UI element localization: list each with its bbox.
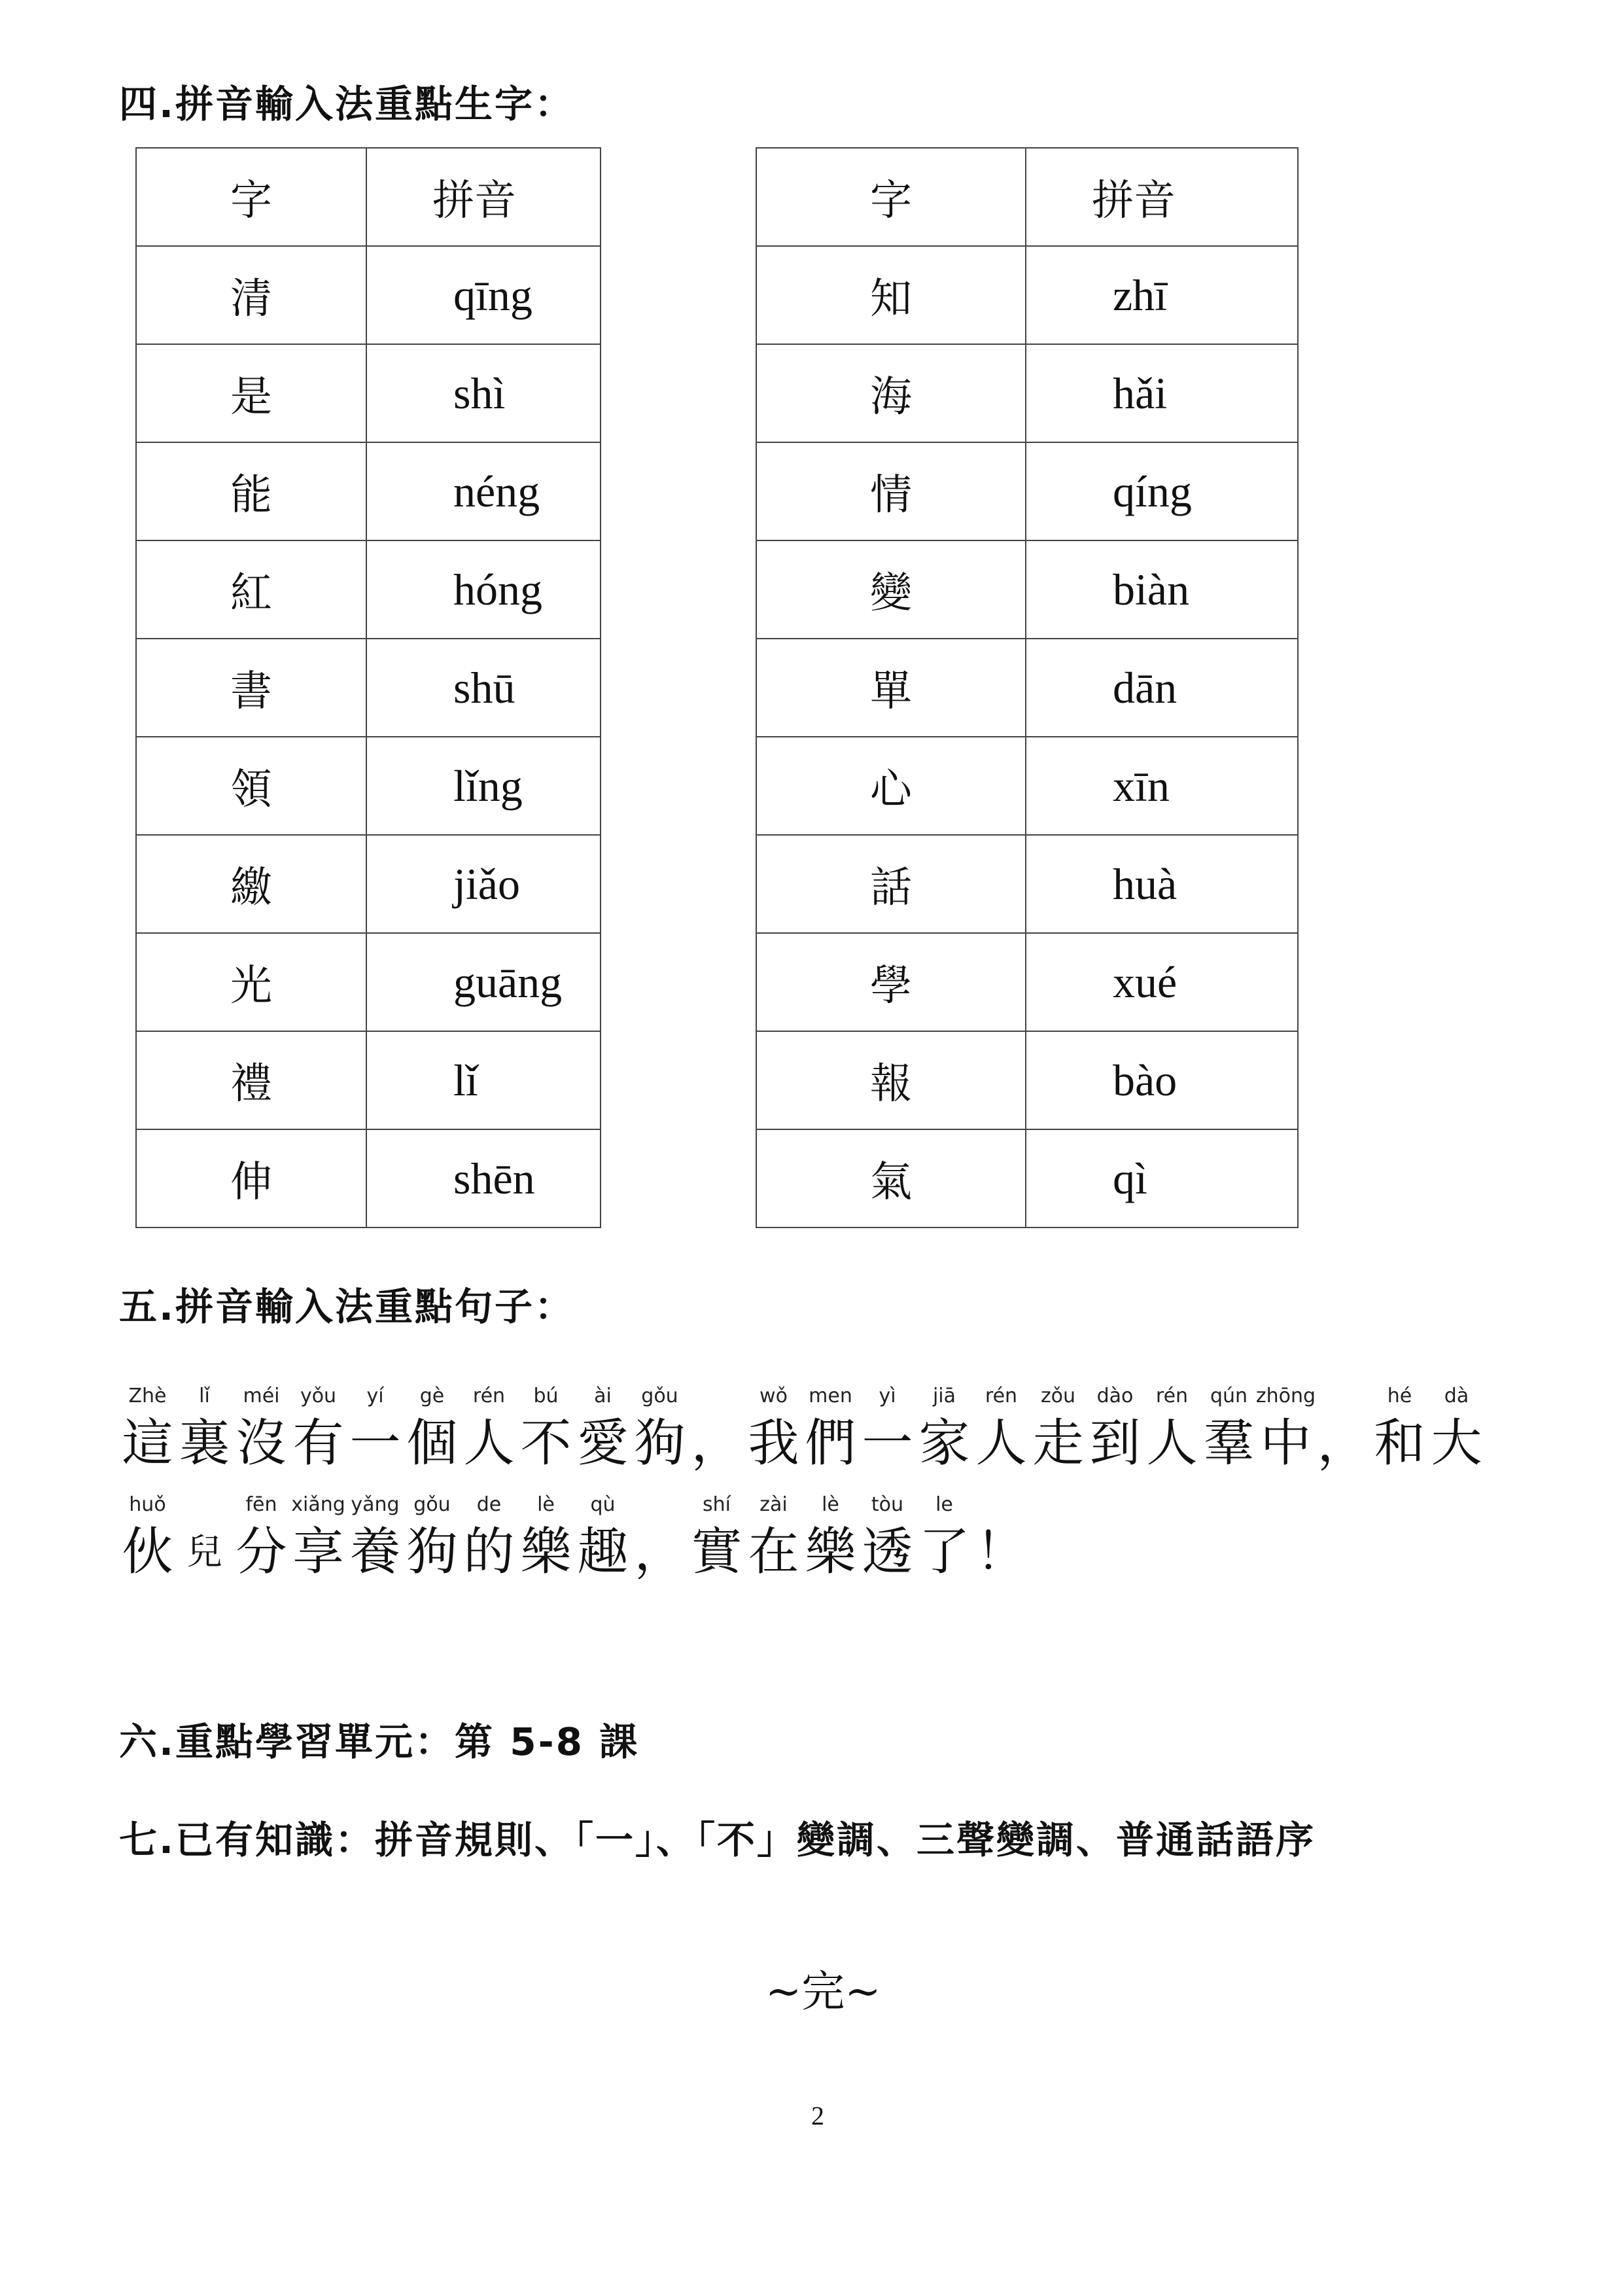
ruby-character: 大: [1431, 1414, 1482, 1473]
table-row: [756, 344, 1298, 442]
ruby-character: 人: [1146, 1414, 1198, 1473]
ruby-character: 羣: [1203, 1414, 1255, 1473]
ruby-character: 實: [691, 1523, 742, 1581]
ruby-pinyin: xiǎng: [291, 1493, 345, 1516]
pinyin-cell: lǐ: [366, 1031, 601, 1129]
ruby-token: [461, 1382, 517, 1476]
ruby-token: [1200, 1382, 1257, 1476]
ruby-character: 的: [463, 1523, 515, 1581]
char-cell: 領: [136, 737, 366, 835]
ruby-token: [290, 1382, 347, 1476]
ruby-character: 透: [862, 1523, 913, 1581]
ruby-pinyin: fēn: [245, 1493, 277, 1516]
char-cell: 清: [136, 246, 366, 344]
pinyin-cell: hóng: [366, 540, 601, 639]
ruby-character: ！: [975, 1523, 1027, 1581]
ruby-character: 我: [748, 1414, 799, 1473]
table-row: [756, 1129, 1298, 1227]
table-row: [136, 835, 601, 933]
ruby-token: [574, 1491, 631, 1585]
char-cell: 海: [756, 344, 1026, 442]
ruby-character: 到: [1089, 1414, 1141, 1473]
ruby-pinyin: qù: [590, 1493, 616, 1516]
ruby-token: [1087, 1382, 1143, 1476]
pinyin-cell: huà: [1026, 835, 1298, 933]
char-cell: 單: [756, 639, 1026, 737]
char-cell: 氣: [756, 1129, 1026, 1227]
ruby-pinyin: rén: [985, 1385, 1018, 1407]
ruby-pinyin: huǒ: [129, 1493, 166, 1516]
pinyin-cell: hǎi: [1026, 344, 1298, 442]
ruby-pinyin: qún: [1210, 1385, 1248, 1407]
char-cell: 光: [136, 933, 366, 1031]
ruby-character: 不: [520, 1414, 572, 1473]
pinyin-cell: qì: [1026, 1129, 1298, 1227]
table-row: [136, 344, 601, 442]
ruby-token: [1314, 1382, 1371, 1476]
table-row: [756, 737, 1298, 835]
ruby-character: 沒: [236, 1414, 287, 1473]
pinyin-cell: xīn: [1026, 737, 1298, 835]
ruby-character: 人: [463, 1414, 515, 1473]
ruby-token: [404, 1382, 461, 1476]
table-row: [136, 639, 601, 737]
end-mark: ~完~: [765, 1966, 881, 2017]
pinyin-cell: bào: [1026, 1031, 1298, 1129]
pinyin-cell: néng: [366, 442, 601, 540]
ruby-character: 狗: [406, 1523, 458, 1581]
ruby-pinyin: dà: [1444, 1385, 1469, 1407]
page-number: 2: [811, 2101, 824, 2130]
table-header-row: [136, 148, 601, 246]
table-row: [756, 933, 1298, 1031]
ruby-character: 兒: [186, 1531, 222, 1572]
char-cell: 心: [756, 737, 1026, 835]
ruby-character: 人: [975, 1414, 1027, 1473]
ruby-pinyin: rén: [1155, 1385, 1189, 1407]
char-cell: 繳: [136, 835, 366, 933]
pinyin-cell: qíng: [1026, 442, 1298, 540]
ruby-token: [802, 1382, 859, 1476]
pinyin-table-left: [135, 147, 601, 1228]
ruby-token: [119, 1491, 176, 1585]
ruby-token: [1030, 1382, 1087, 1476]
char-cell: 學: [756, 933, 1026, 1031]
sentence-line-1: [119, 1382, 1485, 1476]
ruby-token: [347, 1491, 404, 1585]
char-cell: 能: [136, 442, 366, 540]
ruby-token: [517, 1491, 574, 1585]
ruby-character: 和: [1374, 1414, 1425, 1473]
ruby-token: [745, 1382, 802, 1476]
ruby-token: [176, 1491, 233, 1585]
ruby-token: [1143, 1382, 1200, 1476]
ruby-pinyin: zǒu: [1040, 1385, 1076, 1407]
ruby-character: 伙: [122, 1523, 173, 1581]
ruby-token: [119, 1382, 176, 1476]
ruby-pinyin: yì: [879, 1385, 896, 1407]
char-cell: 書: [136, 639, 366, 737]
ruby-character: 在: [748, 1523, 799, 1581]
ruby-pinyin: yǎng: [351, 1493, 400, 1516]
table-row: [756, 442, 1298, 540]
ruby-token: [233, 1491, 290, 1585]
ruby-pinyin: de: [476, 1493, 502, 1516]
pinyin-cell: qīng: [366, 246, 601, 344]
ruby-pinyin: gè: [419, 1385, 445, 1407]
ruby-character: 趣: [577, 1523, 629, 1581]
ruby-token: [233, 1382, 290, 1476]
pinyin-cell: jiǎo: [366, 835, 601, 933]
char-cell: 話: [756, 835, 1026, 933]
section-5-heading: 五.拼音輸入法重點句子：: [119, 1284, 575, 1329]
ruby-pinyin: bú: [533, 1385, 559, 1407]
ruby-token: [745, 1491, 802, 1585]
ruby-pinyin: shí: [703, 1493, 731, 1516]
ruby-character: 家: [918, 1414, 970, 1473]
ruby-pinyin: zài: [759, 1493, 788, 1516]
ruby-pinyin: gǒu: [413, 1493, 451, 1516]
pinyin-cell: 拼音: [1026, 148, 1298, 246]
ruby-character: 一: [862, 1414, 913, 1473]
ruby-character: ，: [634, 1523, 686, 1581]
pinyin-cell: 拼音: [366, 148, 601, 246]
table-row: [756, 1031, 1298, 1129]
pinyin-cell: biàn: [1026, 540, 1298, 639]
ruby-token: [1257, 1382, 1314, 1476]
ruby-token: [574, 1382, 631, 1476]
ruby-pinyin: Zhè: [128, 1385, 167, 1407]
ruby-character: 們: [805, 1414, 856, 1473]
ruby-character: ，: [691, 1414, 742, 1473]
ruby-token: [916, 1491, 973, 1585]
ruby-token: [461, 1491, 517, 1585]
ruby-character: 了: [918, 1523, 970, 1581]
ruby-character: 狗: [634, 1414, 686, 1473]
ruby-token: [1428, 1382, 1485, 1476]
pinyin-cell: shū: [366, 639, 601, 737]
pinyin-cell: zhī: [1026, 246, 1298, 344]
ruby-pinyin: lè: [537, 1493, 555, 1516]
ruby-token: [631, 1491, 688, 1585]
section-7-heading: 七.已有知識：拼音規則、「一」、「不」變調、三聲變調、普通話語序: [119, 1818, 1316, 1862]
ruby-token: [347, 1382, 404, 1476]
table-row: [136, 1129, 601, 1227]
table-row: [136, 1031, 601, 1129]
table-row: [756, 246, 1298, 344]
ruby-token: [859, 1382, 916, 1476]
ruby-token: [688, 1491, 745, 1585]
ruby-character: 一: [349, 1414, 401, 1473]
pinyin-cell: guāng: [366, 933, 601, 1031]
ruby-pinyin: wǒ: [759, 1385, 788, 1407]
ruby-character: 養: [349, 1523, 401, 1581]
ruby-pinyin: rén: [472, 1385, 506, 1407]
pinyin-table-right: [756, 147, 1299, 1228]
char-cell: 字: [136, 148, 366, 246]
table-header-row: [756, 148, 1298, 246]
ruby-character: 這: [122, 1414, 173, 1473]
ruby-token: [631, 1382, 688, 1476]
table-row: [136, 737, 601, 835]
ruby-character: 分: [236, 1523, 287, 1581]
char-cell: 紅: [136, 540, 366, 639]
ruby-character: 裏: [179, 1414, 230, 1473]
ruby-character: 有: [292, 1414, 344, 1473]
char-cell: 伸: [136, 1129, 366, 1227]
ruby-token: [973, 1491, 1030, 1585]
pinyin-cell: shēn: [366, 1129, 601, 1227]
pinyin-cell: shì: [366, 344, 601, 442]
ruby-pinyin: yí: [366, 1385, 384, 1407]
ruby-token: [688, 1382, 745, 1476]
table-row: [756, 639, 1298, 737]
sentence-line-2: [119, 1491, 1030, 1585]
ruby-pinyin: lǐ: [199, 1385, 210, 1407]
ruby-character: 樂: [805, 1523, 856, 1581]
char-cell: 知: [756, 246, 1026, 344]
ruby-token: [517, 1382, 574, 1476]
ruby-pinyin: lè: [822, 1493, 839, 1516]
ruby-pinyin: men: [809, 1385, 852, 1407]
ruby-pinyin: zhōng: [1255, 1385, 1316, 1407]
table-row: [756, 835, 1298, 933]
ruby-token: [404, 1491, 461, 1585]
section-6-heading: 六.重點學習單元：第 5-8 課: [119, 1720, 640, 1764]
ruby-character: 愛: [577, 1414, 629, 1473]
table-row: [136, 442, 601, 540]
char-cell: 報: [756, 1031, 1026, 1129]
table-row: [136, 540, 601, 639]
ruby-pinyin: gǒu: [641, 1385, 678, 1407]
char-cell: 禮: [136, 1031, 366, 1129]
ruby-character: 中: [1260, 1414, 1312, 1473]
pinyin-cell: lǐng: [366, 737, 601, 835]
ruby-token: [1371, 1382, 1428, 1476]
char-cell: 變: [756, 540, 1026, 639]
ruby-pinyin: dào: [1096, 1385, 1134, 1407]
ruby-character: 走: [1032, 1414, 1084, 1473]
section-4-heading: 四.拼音輸入法重點生字：: [119, 82, 575, 126]
ruby-pinyin: méi: [243, 1385, 280, 1407]
table-row: [136, 933, 601, 1031]
ruby-character: ，: [1317, 1414, 1369, 1473]
table-row: [136, 246, 601, 344]
ruby-pinyin: yǒu: [300, 1385, 337, 1407]
char-cell: 情: [756, 442, 1026, 540]
char-cell: 是: [136, 344, 366, 442]
ruby-character: 個: [406, 1414, 458, 1473]
char-cell: 字: [756, 148, 1026, 246]
ruby-token: [176, 1382, 233, 1476]
pinyin-cell: dān: [1026, 639, 1298, 737]
ruby-pinyin: jiā: [932, 1385, 956, 1407]
ruby-token: [802, 1491, 859, 1585]
table-row: [756, 540, 1298, 639]
ruby-token: [916, 1382, 973, 1476]
ruby-token: [290, 1491, 347, 1585]
ruby-pinyin: le: [935, 1493, 953, 1516]
ruby-pinyin: tòu: [871, 1493, 904, 1516]
ruby-character: 樂: [520, 1523, 572, 1581]
ruby-pinyin: ài: [594, 1385, 612, 1407]
ruby-token: [859, 1491, 916, 1585]
ruby-pinyin: hé: [1387, 1385, 1412, 1407]
pinyin-cell: xué: [1026, 933, 1298, 1031]
ruby-character: 享: [292, 1523, 344, 1581]
ruby-token: [973, 1382, 1030, 1476]
